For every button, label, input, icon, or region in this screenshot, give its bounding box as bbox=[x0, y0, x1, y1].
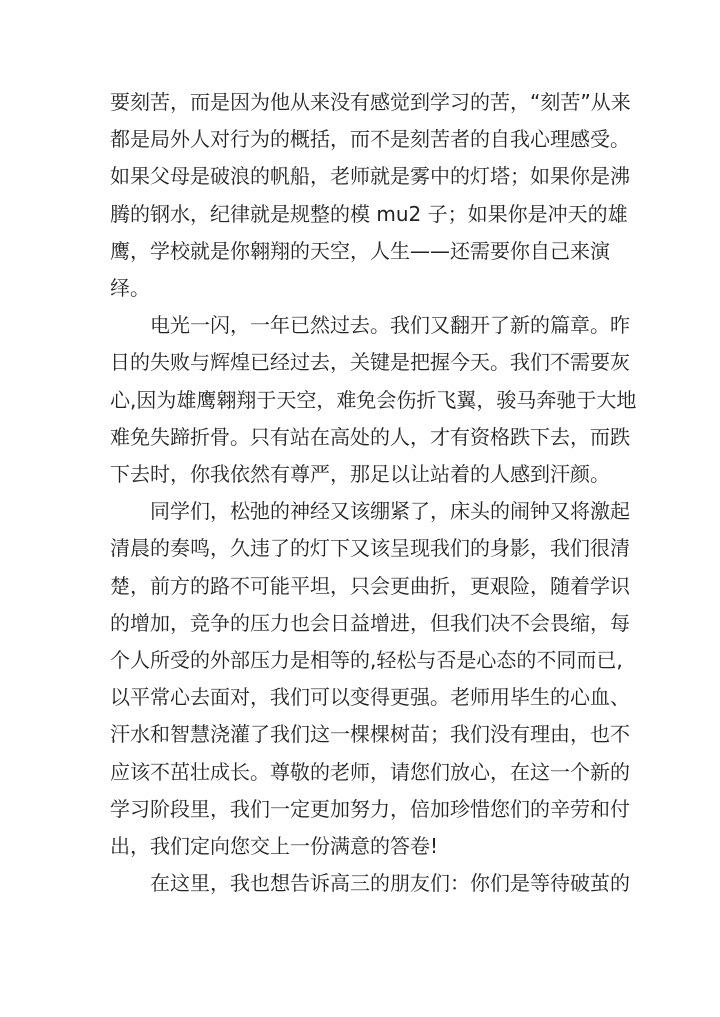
paragraph-2 bbox=[110, 307, 637, 493]
text-line: 楚，前方的路不可能平坦，只会更曲折，更艰险，随着学识 bbox=[110, 573, 630, 598]
text-line: 学习阶段里，我们一定更加努力，倍加珍惜您们的辛劳和付 bbox=[110, 796, 630, 821]
text-line: 电光一闪，一年已然过去。我们又翻开了新的篇章。昨 bbox=[110, 313, 630, 338]
text-line: 心,因为雄鹰翱翔于天空，难免会伤折飞翼，骏马奔驰于大地 bbox=[110, 387, 637, 412]
text-line: 个人所受的外部压力是相等的,轻松与否是心态的不同而已, bbox=[110, 648, 623, 673]
paragraph-4 bbox=[110, 865, 630, 902]
text-line: 以平常心去面对，我们可以变得更强。老师用毕生的心血、 bbox=[110, 685, 630, 710]
text-line: 同学们，松弛的神经又该绷紧了，床头的闹钟又将激起 bbox=[110, 499, 630, 524]
text-line: 清晨的奏鸣，久违了的灯下又该呈现我们的身影，我们很清 bbox=[110, 536, 630, 561]
text-line: 在这里，我也想告诉高三的朋友们：你们是等待破茧的 bbox=[110, 871, 630, 896]
text-line: 的增加，竞争的压力也会日益增进，但我们决不会畏缩，每 bbox=[110, 610, 630, 635]
text-line: 出，我们定向您交上一份满意的答卷! bbox=[110, 834, 439, 859]
text-line: 如果父母是破浪的帆船，老师就是雾中的灯塔；如果你是沸 bbox=[110, 164, 630, 189]
text-line: 都是局外人对行为的概括，而不是刻苦者的自我心理感受。 bbox=[110, 127, 630, 152]
text-line: 腾的钢水，纪律就是规整的模 mu2 子；如果你是冲天的雄 bbox=[110, 201, 628, 226]
text-line: 下去时，你我依然有尊严，那足以让站着的人感到汗颜。 bbox=[110, 462, 610, 487]
document-body bbox=[110, 84, 637, 902]
text-line: 难免失蹄折骨。只有站在高处的人，才有资格跌下去，而跌 bbox=[110, 424, 630, 449]
text-line: 应该不茁壮成长。尊敬的老师，请您们放心，在这一个新的 bbox=[110, 759, 630, 784]
paragraph-1 bbox=[110, 84, 631, 307]
text-line: 汗水和智慧浇灌了我们这一棵棵树苗；我们没有理由，也不 bbox=[110, 722, 630, 747]
text-line: 日的失败与辉煌已经过去，关键是把握今天。我们不需要灰 bbox=[110, 350, 630, 375]
text-line: 绎。 bbox=[110, 276, 150, 301]
text-line: 要刻苦，而是因为他从来没有感觉到学习的苦，“刻苦”从来 bbox=[110, 90, 631, 114]
paragraph-3 bbox=[110, 493, 630, 865]
text-line: 鹰，学校就是你翱翔的天空，人生——还需要你自己来演 bbox=[110, 238, 610, 263]
